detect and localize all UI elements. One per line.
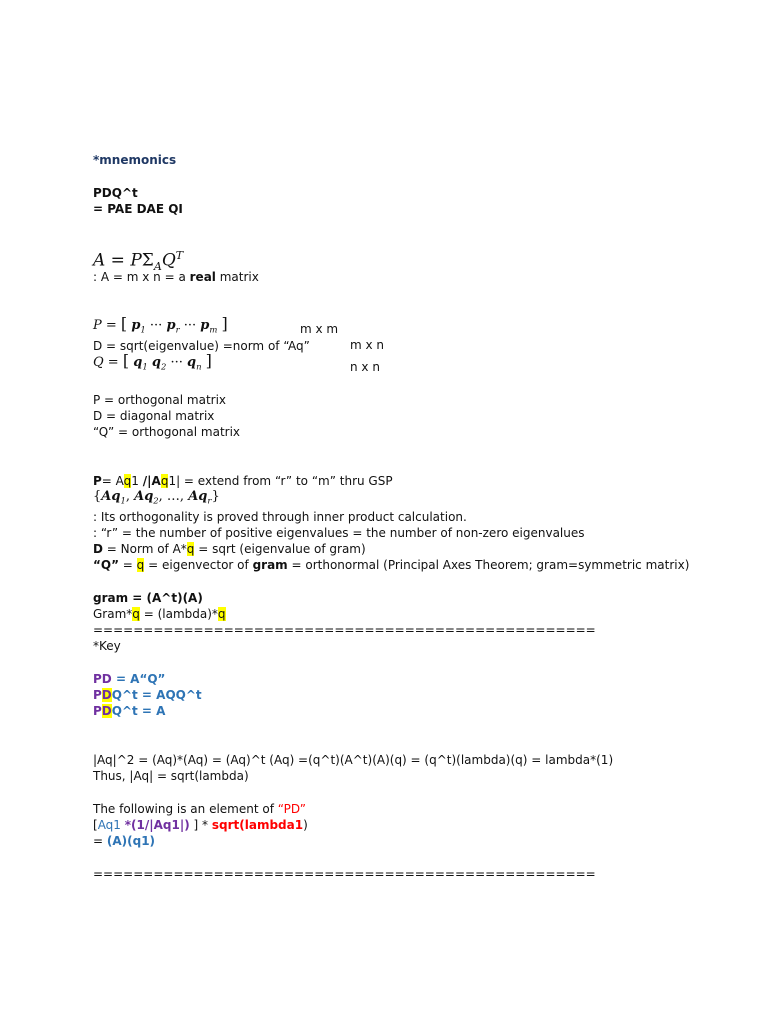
pv-eq: = (101, 318, 121, 333)
d-norm-line (93, 541, 366, 557)
qv-lb: [ (122, 351, 130, 370)
d-norm-q: q (186, 542, 195, 556)
d-diagonal: D = diagonal matrix (93, 409, 215, 423)
gram-eq-q1: q (132, 607, 140, 621)
a-def-pre: : A = m x n = a (93, 270, 190, 284)
pv-sm: m (209, 324, 218, 335)
aq1-expr: (A)(q1) (106, 834, 156, 848)
pv-pm: p (200, 318, 210, 333)
svd-q: Q (161, 250, 176, 271)
svd-eq: = (105, 250, 131, 271)
q-orthogonal: “Q” = orthogonal matrix (93, 425, 241, 439)
gram-eigen-equation (93, 606, 226, 622)
element-of-pd (93, 801, 306, 817)
a-def-bold: real (189, 270, 216, 284)
qv-sn: n (196, 361, 202, 372)
element-expression (93, 817, 308, 833)
key-line-2 (93, 687, 202, 703)
key2-rest: Q^t = AQQ^t (111, 688, 202, 702)
separator-line-2: ================================================== (93, 867, 596, 881)
svd-a: A (93, 250, 106, 271)
set-formula (93, 489, 220, 509)
q-def-eq: = (118, 558, 137, 572)
p-def-slash: / (142, 474, 148, 488)
svd-sup: T (175, 249, 184, 262)
svd-p: P (130, 250, 142, 271)
aq-norm-derivation: |Aq|^2 = (Aq)*(Aq) = (Aq)^t (Aq) =(q^t)(A^t)(A)(q) = (q^t)(lambda)(q) = lambda*(1) (93, 753, 614, 767)
p-def-p: P (93, 474, 102, 488)
qv-s2: 2 (160, 361, 167, 372)
p-def-q2: q (160, 474, 169, 488)
set-s1: 1 (120, 495, 126, 506)
key1-pd: PD (93, 672, 112, 686)
set-open: { (93, 489, 102, 504)
a-def-post: matrix (215, 270, 259, 284)
pv-dots1: ··· (149, 318, 163, 333)
element-pd: “PD” (277, 802, 306, 816)
qv-lhs: Q (93, 355, 104, 370)
svd-sigma: Σ (141, 250, 154, 271)
key2-d: D (101, 688, 112, 702)
q-def-rest: = orthonormal (Principal Axes Theorem; gram=symmetric matrix) (287, 558, 690, 572)
key1-rest: = A“Q” (111, 672, 166, 686)
pae-line: = PAE DAE QI (93, 202, 183, 216)
pv-rb: ] (221, 314, 228, 333)
p-def-one: 1 (131, 474, 143, 488)
element-pre: The following is an element of (93, 802, 278, 816)
pv-s1: 1 (140, 324, 146, 335)
set-ar: Aq (188, 489, 208, 504)
q-definition (93, 557, 689, 573)
gram-definition: gram = (A^t)(A) (93, 591, 203, 605)
pv-p1: p (131, 318, 141, 333)
expr-aq: Aq1 (97, 818, 125, 832)
pdq-line: PDQ^t (93, 186, 138, 200)
q-def-gram: gram (252, 558, 288, 572)
set-a2: Aq (134, 489, 154, 504)
pv-pr: p (166, 318, 176, 333)
set-s2: 2 (153, 495, 159, 506)
set-close: } (211, 489, 220, 504)
key-line-3 (93, 703, 165, 719)
pv-lhs: P (93, 318, 102, 333)
q-def-qq: q (136, 558, 145, 572)
set-c2: , …, (158, 489, 189, 504)
d-norm-mid: = Norm of A* (102, 542, 187, 556)
d-norm-rest: = sqrt (eigenvalue of gram) (194, 542, 366, 556)
q-def-mid: = eigenvector of (144, 558, 253, 572)
key3-d: D (101, 704, 112, 718)
heading-mnemonics: *mnemonics (93, 153, 177, 167)
qv-eq: = (103, 355, 123, 370)
set-a1: Aq (101, 489, 121, 504)
p-def-q1: q (123, 474, 132, 488)
pv-dots2: ··· (183, 318, 197, 333)
d-sqrt-line: D = sqrt(eigenvalue) =norm of “Aq” (93, 339, 310, 353)
p-def-rest: 1| = extend from “r” to “m” thru GSP (168, 474, 393, 488)
key2-p: P (93, 688, 102, 702)
qv-rb: ] (205, 351, 212, 370)
dim-mxn: m x n (350, 338, 385, 352)
p-def-bar: |A (147, 474, 161, 488)
key3-rest: Q^t = A (111, 704, 166, 718)
expr-frac: *(1/|Aq1|) (124, 818, 190, 832)
key3-p: P (93, 704, 102, 718)
r-definition: : “r” = the number of positive eigenvalues = the number of non-zero eigenvalues (93, 526, 585, 540)
pv-lb: [ (120, 314, 128, 333)
thus-line: Thus, |Aq| = sqrt(lambda) (93, 769, 249, 783)
aq1-line (93, 833, 155, 849)
q-vector-formula (93, 353, 212, 375)
set-c1: , (125, 489, 135, 504)
expr-open: [ (93, 818, 98, 832)
d-norm-d: D (93, 542, 103, 556)
dim-mxm: m x m (300, 322, 339, 336)
a-definition (93, 269, 259, 285)
expr-sqrt: sqrt(lambda1 (211, 818, 304, 832)
gram-eq-q2: q (217, 607, 226, 621)
p-def-eq: = A (101, 474, 124, 488)
qv-qn: q (187, 355, 197, 370)
p-orthogonal: P = orthogonal matrix (93, 393, 227, 407)
p-definition (93, 473, 393, 489)
key-heading: *Key (93, 639, 121, 653)
aq1-eq: = (93, 834, 107, 848)
key-line-1 (93, 671, 165, 687)
qv-s1: 1 (142, 361, 148, 372)
expr-close: ) (303, 818, 308, 832)
qv-dots: ··· (170, 355, 183, 370)
p-vector-formula (93, 316, 228, 338)
expr-mid: ] * (189, 818, 212, 832)
separator-line: ================================================== (93, 623, 596, 637)
q-def-q: “Q” (93, 558, 119, 572)
svd-sub: A (153, 260, 162, 274)
orthogonality-proof: : Its orthogonality is proved through inner product calculation. (93, 510, 467, 524)
gram-eq-mid: = (lambda)* (139, 607, 218, 621)
set-sr: r (207, 495, 212, 506)
qv-q1: q (133, 355, 143, 370)
qv-q2: q (151, 355, 161, 370)
pv-sr: r (175, 324, 180, 335)
gram-eq-pre: Gram* (93, 607, 133, 621)
dim-nxn: n x n (350, 360, 380, 374)
